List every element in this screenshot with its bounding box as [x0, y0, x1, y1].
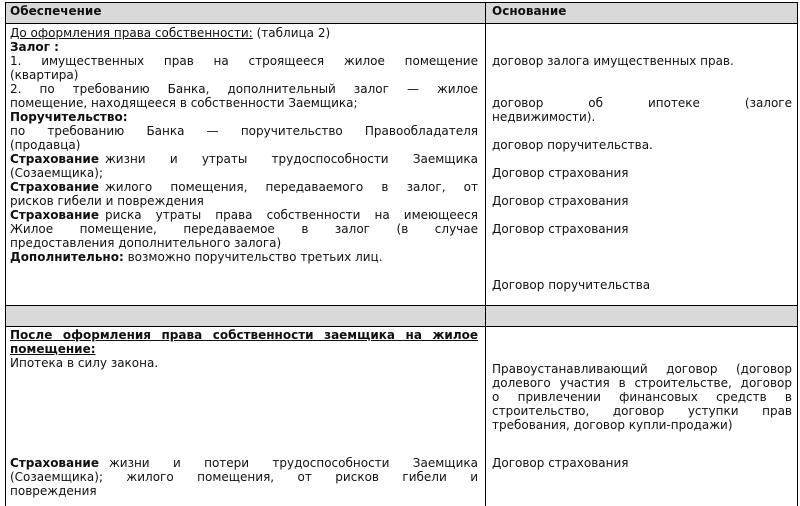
section1-left-cell — [10, 26, 478, 264]
table-border-right-1 — [797, 2, 798, 327]
column-divider-2 — [485, 326, 486, 506]
basis-mortgage — [492, 362, 792, 432]
guarantee-line1: по требованию Банка — поручительство Правообладателя — [10, 124, 478, 138]
item2-line2: помещение, находящееся в собственности Заемщика; — [10, 96, 358, 110]
pledge-label: Залог : — [10, 40, 59, 54]
table-border-left-2 — [5, 326, 6, 506]
insurance3-line3: предоставления дополнительного залога) — [10, 236, 282, 250]
guarantee-line2: (продавца) — [10, 138, 81, 152]
basis-mortgage-line2: долевого участия в строительстве, договор — [492, 376, 792, 390]
insurance1-line2: (Созаемщика); — [10, 166, 103, 180]
basis-item2-line2: недвижимости). — [492, 110, 596, 124]
basis-insurance2: Договор страхования — [492, 194, 629, 208]
section2-insurance-label: Страхование — [10, 456, 99, 470]
header-col-basis: Основание — [492, 4, 567, 18]
additional-label: Дополнительно: — [10, 250, 124, 264]
table-border-right-2 — [797, 326, 798, 506]
basis-item2-line1: договор об ипотеке (залоге — [492, 96, 792, 110]
basis-section2-insurance: Договор страхования — [492, 456, 629, 470]
insurance2-line2: рисков гибели и повреждения — [10, 194, 204, 208]
basis-insurance1: Договор страхования — [492, 166, 629, 180]
item1-line2: (квартира) — [10, 68, 79, 82]
item1-line1: 1. имущественных прав на строящееся жилое помещение — [10, 54, 478, 68]
insurance3-line1: риска утраты права собственности на имеющееся — [104, 208, 478, 222]
section2-insurance-line1: жизни и потери трудоспособности Заемщика — [108, 456, 478, 470]
column-divider-1 — [485, 2, 486, 327]
section2-insurance-line2: (Созаемщика); жилого помещения, от рисков гибели и — [10, 470, 478, 484]
section1-title-note: (таблица 2) — [256, 26, 331, 40]
section2-top-border — [5, 326, 798, 327]
table-border-left-1 — [5, 2, 6, 327]
basis-mortgage-line4: строительство, договор уступки прав — [492, 404, 792, 418]
insurance3-line2: Жилое помещение, передаваемое в залог (в случае — [10, 222, 478, 236]
basis-mortgage-line5: требования, договор купли-продажи) — [492, 418, 733, 432]
section1-bottom-border — [5, 305, 798, 306]
insurance3-label: Страхование — [10, 208, 99, 222]
basis-mortgage-line1: Правоустанавливающий договор (договор — [492, 362, 792, 376]
section2-insurance-cell — [10, 456, 478, 498]
table-border-top — [5, 2, 798, 3]
guarantee-label: Поручительство: — [10, 110, 128, 124]
section2-title-line1: После оформления права собственности заемщика на жилое — [10, 328, 478, 342]
additional-text: возможно поручительство третьих лиц. — [127, 250, 383, 264]
section-separator-band — [5, 306, 797, 326]
insurance1-line1: жизни и утраты трудоспособности Заемщика — [104, 152, 478, 166]
section2-insurance-line3: повреждения — [10, 484, 97, 498]
section2-left-cell — [10, 328, 478, 370]
insurance2-line1: жилого помещения, передаваемого в залог, от — [104, 180, 478, 194]
section2-title-line2: помещение: — [10, 342, 96, 356]
basis-item1: договор залога имущественных прав. — [492, 54, 734, 68]
item2-line1: 2. по требованию Банка, дополнительный залог — жилое — [10, 82, 478, 96]
insurance2-label: Страхование — [10, 180, 99, 194]
section1-title: До оформления права собственности: — [10, 26, 253, 40]
basis-guarantee: договор поручительства. — [492, 138, 653, 152]
basis-additional: Договор поручительства — [492, 278, 651, 292]
header-band — [5, 3, 797, 23]
mortgage-text: Ипотека в силу закона. — [10, 356, 159, 370]
basis-insurance3: Договор страхования — [492, 222, 629, 236]
header-divider — [5, 23, 798, 24]
basis-item2 — [492, 96, 792, 124]
insurance1-label: Страхование — [10, 152, 99, 166]
header-col-provision: Обеспечение — [10, 4, 102, 18]
basis-mortgage-line3: о привлечении финансовых средств в — [492, 390, 792, 404]
